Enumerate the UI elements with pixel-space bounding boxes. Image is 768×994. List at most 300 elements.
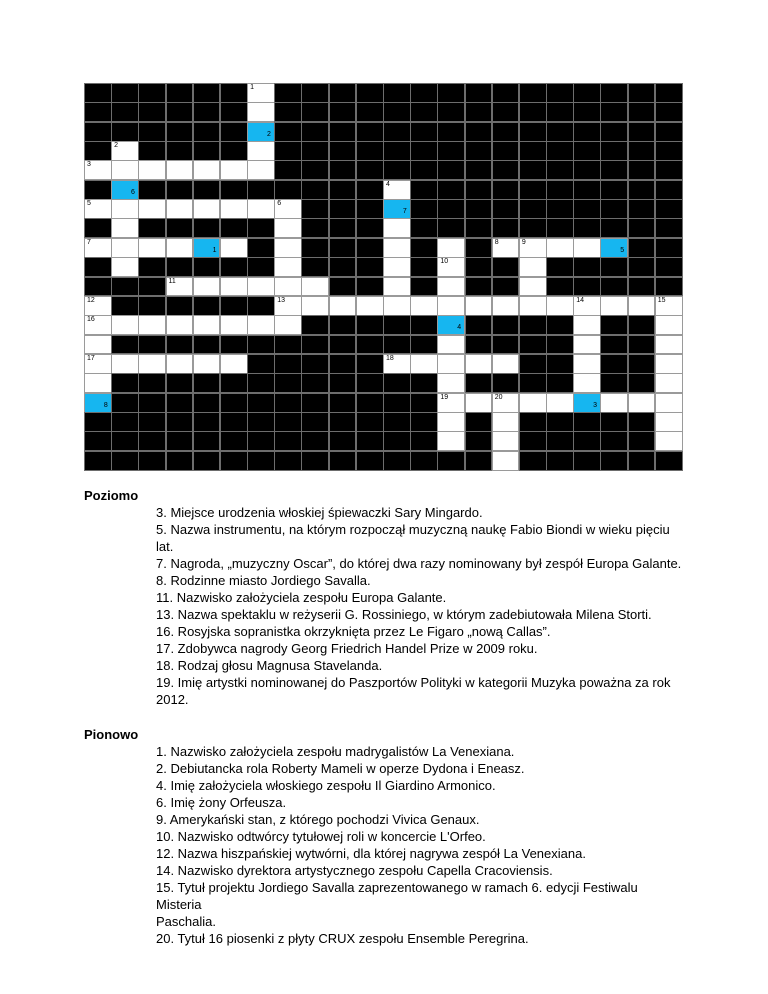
answer-cell[interactable] [247, 102, 275, 122]
answer-cell[interactable] [492, 451, 520, 471]
block-cell [628, 199, 656, 219]
answer-cell[interactable] [193, 160, 221, 180]
answer-cell[interactable] [138, 160, 166, 180]
block-cell [600, 141, 628, 161]
block-cell [465, 335, 493, 355]
answer-cell[interactable] [573, 354, 601, 374]
block-cell [519, 354, 547, 374]
block-cell [138, 277, 166, 297]
block-cell [138, 393, 166, 413]
clue-number: 20 [494, 393, 503, 401]
block-cell [220, 257, 248, 277]
block-cell [111, 412, 139, 432]
block-cell [329, 122, 357, 142]
block-cell [465, 122, 493, 142]
block-cell [166, 257, 194, 277]
block-cell [247, 218, 275, 238]
block-cell [383, 431, 411, 451]
solution-letter-index: 3 [593, 401, 597, 409]
answer-cell[interactable] [519, 238, 547, 258]
answer-cell[interactable] [655, 431, 683, 451]
answer-cell[interactable] [166, 199, 194, 219]
block-cell [600, 102, 628, 122]
block-cell [356, 238, 384, 258]
answer-cell[interactable] [111, 160, 139, 180]
highlighted-cell[interactable] [84, 393, 112, 413]
highlighted-cell[interactable] [383, 199, 411, 219]
across-clue: 8. Rodzinne miasto Jordiego Savalla. [156, 573, 371, 588]
block-cell [84, 277, 112, 297]
block-cell [356, 412, 384, 432]
block-cell [573, 199, 601, 219]
answer-cell[interactable] [84, 160, 112, 180]
block-cell [356, 277, 384, 297]
block-cell [410, 199, 438, 219]
block-cell [274, 431, 302, 451]
block-cell [301, 218, 329, 238]
answer-cell[interactable] [220, 315, 248, 335]
block-cell [166, 180, 194, 200]
down-clue: 6. Imię żony Orfeusza. [156, 795, 287, 810]
block-cell [600, 277, 628, 297]
answer-cell[interactable] [600, 393, 628, 413]
block-cell [383, 160, 411, 180]
answer-cell[interactable] [166, 354, 194, 374]
solution-letter-index: 8 [103, 401, 108, 409]
answer-cell[interactable] [84, 354, 112, 374]
block-cell [655, 238, 683, 258]
block-cell [410, 83, 438, 103]
answer-cell[interactable] [274, 315, 302, 335]
block-cell [138, 218, 166, 238]
block-cell [410, 180, 438, 200]
block-cell [193, 180, 221, 200]
answer-cell[interactable] [383, 296, 411, 316]
clue-number: 5 [87, 200, 91, 208]
answer-cell[interactable] [111, 238, 139, 258]
block-cell [193, 83, 221, 103]
block-cell [655, 199, 683, 219]
answer-cell[interactable] [437, 354, 465, 374]
block-cell [600, 160, 628, 180]
block-cell [247, 412, 275, 432]
answer-cell[interactable] [655, 354, 683, 374]
answer-cell[interactable] [573, 238, 601, 258]
block-cell [84, 102, 112, 122]
answer-cell[interactable] [84, 199, 112, 219]
block-cell [573, 83, 601, 103]
block-cell [519, 451, 547, 471]
block-cell [628, 354, 656, 374]
answer-cell[interactable] [437, 238, 465, 258]
block-cell [465, 257, 493, 277]
block-cell [301, 180, 329, 200]
block-cell [329, 451, 357, 471]
answer-cell[interactable] [84, 296, 112, 316]
block-cell [628, 160, 656, 180]
answer-cell[interactable] [628, 296, 656, 316]
block-cell [546, 199, 574, 219]
answer-cell[interactable] [138, 315, 166, 335]
answer-cell[interactable] [247, 83, 275, 103]
block-cell [166, 412, 194, 432]
answer-cell[interactable] [492, 238, 520, 258]
block-cell [220, 335, 248, 355]
answer-cell[interactable] [220, 160, 248, 180]
highlighted-cell[interactable] [600, 238, 628, 258]
answer-cell[interactable] [166, 315, 194, 335]
answer-cell[interactable] [437, 335, 465, 355]
block-cell [628, 451, 656, 471]
answer-cell[interactable] [573, 373, 601, 393]
block-cell [655, 141, 683, 161]
block-cell [546, 412, 574, 432]
solution-letter-index: 4 [457, 324, 462, 332]
answer-cell[interactable] [274, 257, 302, 277]
block-cell [247, 393, 275, 413]
answer-cell[interactable] [383, 277, 411, 297]
answer-cell[interactable] [492, 296, 520, 316]
block-cell [492, 160, 520, 180]
block-cell [600, 451, 628, 471]
block-cell [437, 199, 465, 219]
block-cell [138, 296, 166, 316]
block-cell [465, 218, 493, 238]
block-cell [628, 257, 656, 277]
answer-cell[interactable] [573, 296, 601, 316]
clue-number: 1 [250, 84, 254, 91]
answer-cell[interactable] [138, 354, 166, 374]
solution-letter-index: 6 [131, 188, 135, 196]
answer-cell[interactable] [220, 277, 248, 297]
answer-cell[interactable] [437, 373, 465, 393]
block-cell [274, 393, 302, 413]
block-cell [193, 218, 221, 238]
answer-cell[interactable] [247, 315, 275, 335]
block-cell [465, 102, 493, 122]
down-clue: 10. Nazwisko odtwórcy tytułowej roli w koncercie L'Orfeo. [156, 829, 486, 844]
across-clue: 13. Nazwa spektaklu w reżyserii G. Rossiniego, w którym zadebiutowała Milena Storti. [156, 607, 652, 622]
highlighted-cell[interactable] [437, 315, 465, 335]
block-cell [628, 412, 656, 432]
block-cell [465, 141, 493, 161]
block-cell [465, 83, 493, 103]
block-cell [329, 218, 357, 238]
answer-cell[interactable] [655, 315, 683, 335]
answer-cell[interactable] [301, 296, 329, 316]
answer-cell[interactable] [519, 277, 547, 297]
block-cell [84, 180, 112, 200]
block-cell [274, 354, 302, 374]
answer-cell[interactable] [655, 373, 683, 393]
answer-cell[interactable] [383, 218, 411, 238]
down-clue: 15. Tytuł projektu Jordiego Savalla zaprezentowanego w ramach 6. edycji Festiwalu Misteria [156, 880, 638, 912]
block-cell [546, 431, 574, 451]
answer-cell[interactable] [166, 277, 194, 297]
answer-cell[interactable] [274, 218, 302, 238]
answer-cell[interactable] [655, 412, 683, 432]
answer-cell[interactable] [111, 257, 139, 277]
block-cell [356, 218, 384, 238]
block-cell [356, 83, 384, 103]
block-cell [600, 354, 628, 374]
answer-cell[interactable] [220, 354, 248, 374]
block-cell [356, 122, 384, 142]
block-cell [138, 257, 166, 277]
block-cell [301, 412, 329, 432]
answer-cell[interactable] [383, 257, 411, 277]
answer-cell[interactable] [492, 431, 520, 451]
block-cell [600, 315, 628, 335]
block-cell [410, 335, 438, 355]
block-cell [274, 102, 302, 122]
answer-cell[interactable] [356, 296, 384, 316]
block-cell [329, 257, 357, 277]
answer-cell[interactable] [274, 277, 302, 297]
block-cell [274, 412, 302, 432]
block-cell [111, 122, 139, 142]
answer-cell[interactable] [193, 354, 221, 374]
block-cell [573, 277, 601, 297]
answer-cell[interactable] [492, 412, 520, 432]
block-cell [410, 141, 438, 161]
answer-cell[interactable] [573, 335, 601, 355]
block-cell [166, 122, 194, 142]
block-cell [546, 373, 574, 393]
answer-cell[interactable] [655, 393, 683, 413]
block-cell [655, 451, 683, 471]
block-cell [628, 102, 656, 122]
block-cell [356, 431, 384, 451]
block-cell [111, 431, 139, 451]
answer-cell[interactable] [247, 141, 275, 161]
block-cell [329, 335, 357, 355]
answer-cell[interactable] [84, 238, 112, 258]
block-cell [274, 122, 302, 142]
answer-cell[interactable] [111, 141, 139, 161]
answer-cell[interactable] [546, 296, 574, 316]
answer-cell[interactable] [546, 238, 574, 258]
clue-number: 19 [440, 393, 449, 401]
down-clue: 1. Nazwisko założyciela zespołu madrygalistów La Venexiana. [156, 744, 515, 759]
block-cell [546, 218, 574, 238]
answer-cell[interactable] [247, 277, 275, 297]
block-cell [573, 412, 601, 432]
block-cell [193, 141, 221, 161]
clue-number: 18 [385, 354, 394, 362]
answer-cell[interactable] [492, 393, 520, 413]
block-cell [247, 257, 275, 277]
down-clue: Paschalia. [156, 914, 216, 929]
answer-cell[interactable] [329, 296, 357, 316]
block-cell [111, 296, 139, 316]
block-cell [356, 451, 384, 471]
highlighted-cell[interactable] [573, 393, 601, 413]
answer-cell[interactable] [84, 335, 112, 355]
answer-cell[interactable] [573, 315, 601, 335]
block-cell [383, 122, 411, 142]
block-cell [492, 257, 520, 277]
block-cell [193, 451, 221, 471]
answer-cell[interactable] [166, 160, 194, 180]
answer-cell[interactable] [655, 335, 683, 355]
block-cell [437, 160, 465, 180]
answer-cell[interactable] [383, 238, 411, 258]
block-cell [519, 315, 547, 335]
across-clue: 5. Nazwa instrumentu, na którym rozpoczął muzyczną naukę Fabio Biondi w wieku pięciu lat. [156, 522, 670, 554]
block-cell [138, 180, 166, 200]
block-cell [465, 315, 493, 335]
block-cell [573, 122, 601, 142]
answer-cell[interactable] [138, 238, 166, 258]
block-cell [410, 160, 438, 180]
block-cell [274, 335, 302, 355]
block-cell [519, 218, 547, 238]
answer-cell[interactable] [166, 238, 194, 258]
block-cell [437, 180, 465, 200]
block-cell [655, 218, 683, 238]
answer-cell[interactable] [84, 373, 112, 393]
answer-cell[interactable] [410, 296, 438, 316]
block-cell [111, 102, 139, 122]
block-cell [274, 141, 302, 161]
answer-cell[interactable] [383, 354, 411, 374]
highlighted-cell[interactable] [111, 180, 139, 200]
block-cell [383, 102, 411, 122]
answer-cell[interactable] [519, 296, 547, 316]
answer-cell[interactable] [383, 180, 411, 200]
block-cell [138, 431, 166, 451]
answer-cell[interactable] [274, 238, 302, 258]
answer-cell[interactable] [519, 393, 547, 413]
clue-number: 16 [87, 316, 95, 324]
block-cell [410, 412, 438, 432]
block-cell [111, 83, 139, 103]
block-cell [274, 373, 302, 393]
block-cell [492, 141, 520, 161]
answer-cell[interactable] [600, 296, 628, 316]
block-cell [519, 412, 547, 432]
answer-cell[interactable] [220, 199, 248, 219]
block-cell [465, 373, 493, 393]
block-cell [546, 257, 574, 277]
block-cell [193, 102, 221, 122]
block-cell [301, 315, 329, 335]
block-cell [193, 257, 221, 277]
answer-cell[interactable] [220, 238, 248, 258]
block-cell [655, 122, 683, 142]
block-cell [329, 393, 357, 413]
block-cell [600, 180, 628, 200]
block-cell [111, 277, 139, 297]
block-cell [301, 373, 329, 393]
block-cell [274, 451, 302, 471]
answer-cell[interactable] [437, 277, 465, 297]
answer-cell[interactable] [111, 199, 139, 219]
block-cell [84, 218, 112, 238]
answer-cell[interactable] [247, 160, 275, 180]
block-cell [628, 180, 656, 200]
block-cell [301, 451, 329, 471]
answer-cell[interactable] [465, 393, 493, 413]
answer-cell[interactable] [193, 315, 221, 335]
answer-cell[interactable] [628, 393, 656, 413]
block-cell [600, 83, 628, 103]
block-cell [465, 199, 493, 219]
block-cell [519, 160, 547, 180]
answer-cell[interactable] [465, 354, 493, 374]
answer-cell[interactable] [546, 393, 574, 413]
block-cell [220, 373, 248, 393]
highlighted-cell[interactable] [193, 238, 221, 258]
block-cell [437, 102, 465, 122]
block-cell [492, 122, 520, 142]
block-cell [356, 180, 384, 200]
answer-cell[interactable] [410, 354, 438, 374]
answer-cell[interactable] [437, 257, 465, 277]
answer-cell[interactable] [301, 277, 329, 297]
answer-cell[interactable] [193, 277, 221, 297]
answer-cell[interactable] [437, 412, 465, 432]
block-cell [628, 122, 656, 142]
block-cell [247, 451, 275, 471]
answer-cell[interactable] [84, 315, 112, 335]
highlighted-cell[interactable] [247, 122, 275, 142]
answer-cell[interactable] [492, 354, 520, 374]
clue-number: 13 [277, 296, 286, 304]
down-clue: 4. Imię założyciela włoskiego zespołu Il Giardino Armonico. [156, 778, 496, 793]
answer-cell[interactable] [519, 257, 547, 277]
answer-cell[interactable] [247, 199, 275, 219]
block-cell [247, 354, 275, 374]
clue-number: 11 [168, 277, 176, 285]
answer-cell[interactable] [437, 393, 465, 413]
block-cell [465, 238, 493, 258]
block-cell [329, 238, 357, 258]
answer-cell[interactable] [111, 354, 139, 374]
answer-cell[interactable] [655, 296, 683, 316]
answer-cell[interactable] [274, 199, 302, 219]
block-cell [274, 83, 302, 103]
block-cell [546, 180, 574, 200]
block-cell [356, 335, 384, 355]
block-cell [138, 83, 166, 103]
block-cell [546, 354, 574, 374]
answer-cell[interactable] [437, 296, 465, 316]
answer-cell[interactable] [274, 296, 302, 316]
block-cell [519, 373, 547, 393]
block-cell [519, 102, 547, 122]
block-cell [166, 431, 194, 451]
block-cell [492, 83, 520, 103]
block-cell [274, 180, 302, 200]
block-cell [655, 83, 683, 103]
answer-cell[interactable] [111, 218, 139, 238]
answer-cell[interactable] [138, 199, 166, 219]
block-cell [138, 373, 166, 393]
block-cell [193, 412, 221, 432]
answer-cell[interactable] [193, 199, 221, 219]
block-cell [111, 373, 139, 393]
answer-cell[interactable] [465, 296, 493, 316]
block-cell [410, 315, 438, 335]
answer-cell[interactable] [437, 431, 465, 451]
block-cell [193, 335, 221, 355]
block-cell [301, 122, 329, 142]
block-cell [465, 160, 493, 180]
block-cell [437, 451, 465, 471]
answer-cell[interactable] [111, 315, 139, 335]
